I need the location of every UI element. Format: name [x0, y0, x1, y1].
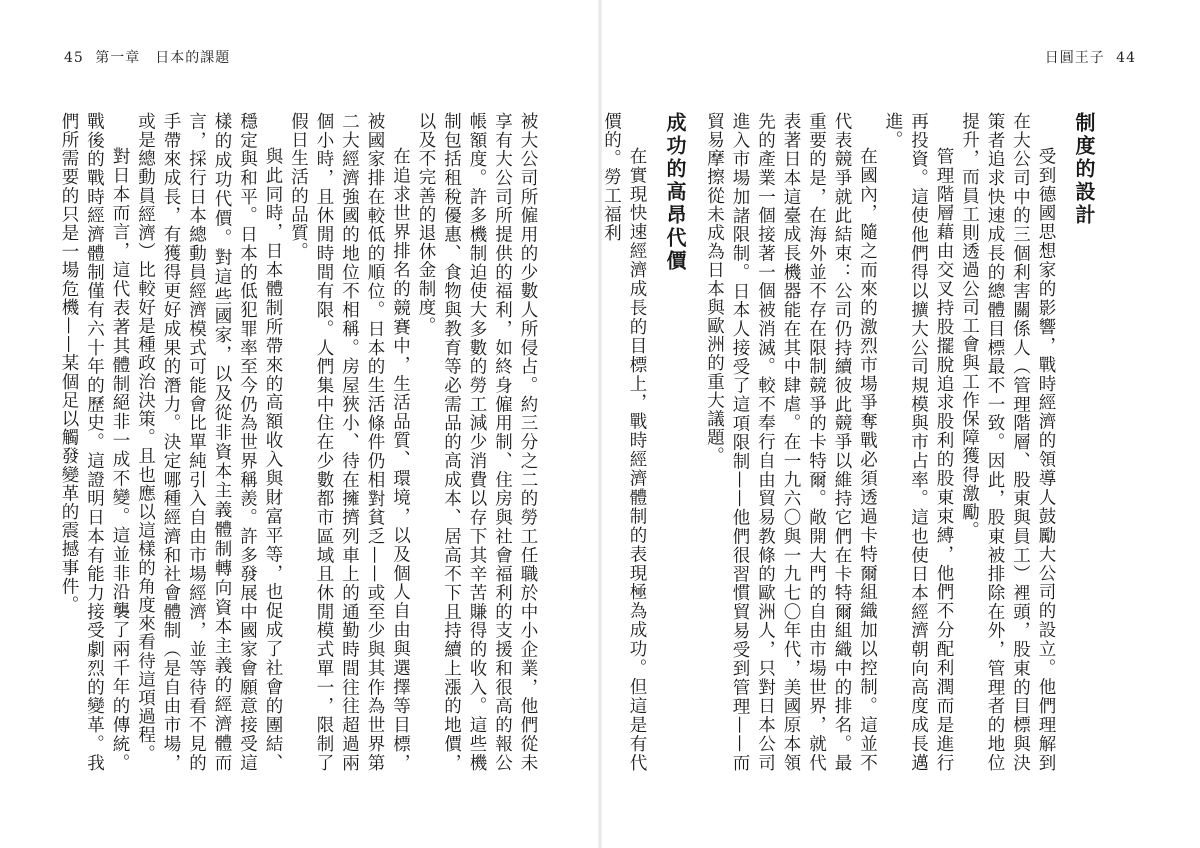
left-page	[0, 0, 598, 848]
left-page-body	[59, 112, 540, 772]
paragraph: 受到德國思想家的影響，戰時經濟的領導人鼓勵大公司的設立。他們理解到在大公司中的三個利害關係人（管理階層、股東與員工）裡頭，股東的目標與決策者追求快速成長的總體目標最不一致。因此，股東被排除在外，管理者的地位提升，而員工則透過公司工會與工作保障獲得激勵。	[959, 112, 1056, 772]
paragraph: 對日本而言，這代表著其體制絕非一成不變。這並非沿襲了兩千年的傳統。戰後的戰時經濟體制僅有六十年的歷史。這證明日本有能力接受劇烈的變革。我們所需要的只是一場危機——某個足以觸發變革的震撼事件。	[59, 112, 130, 772]
paragraph: 在追求世界排名的競賽中，生活品質、環境，以及個人自由與選擇等目標，被國家排在較低的順位。日本的生活條件仍相對貧乏——或至少與其作為世界第二大經濟強國的地位不相稱。房屋狹小、待在擁擠列車上的通勤時間往往超過兩個小時，且休閒時間有限。人們集中住在少數都市區域且休閒模式單一，限制了假日生活的品質。	[288, 112, 411, 772]
paragraph: 被大公司所僱用的少數人所侵占。約三分之二的勞工任職於中小企業，他們從未享有大公司所提供的福利，如終身僱用制、住房與社會福利的支援和很高的報公帳額度。許多機制迫使大多數的勞工減少消費以存下其辛苦賺得的收入。這些機制包括租稅優惠、食物與教育等必需品的高成本、居高不下且持續上漲的地價，以及不完善的退休金制度。	[416, 112, 538, 772]
left-page-header	[58, 47, 230, 67]
left-page-number: 45	[64, 50, 84, 66]
right-page-number: 44	[1116, 50, 1136, 66]
paragraph: 管理階層藉由交叉持股擺脫追求股利的股東束縛，他們不分配利潤而是進行再投資。這使他們得以擴大公司規模與市占率。這也使日本經濟朝向高度成長邁進。	[883, 112, 954, 772]
right-page-header	[1045, 47, 1142, 67]
paragraph: 與此同時，日本體制所帶來的高額收入與財富平等，也促成了社會的團結、穩定與和平。日本的低犯罪率至今仍為世界稱羨。許多發展中國家會願意接受這樣的成功代價。對這些國家，以及從非資本主義體制轉向資本主義的經濟體而言，採行日本總動員經濟模式可能會比單純引入自由市場經濟，並等待看不見的手帶來成長，有獲得更好成果的潛力。決定哪種經濟和社會體制（是自由市場，或是總動員經濟）比較好是種政治決策。且也應以這樣的角度來看待這項過程。	[135, 112, 283, 772]
chapter-title: 第一章 日本的課題	[95, 50, 231, 66]
paragraph: 在國內，隨之而來的激烈市場爭奪戰必須透過卡特爾組織加以控制。這並不代表競爭就此結束：公司仍持續彼此競爭以維持它們在卡特爾組織中的排名。最重要的是，在海外並不存在限制競爭的卡特爾。敞開大門的自由市場世界，就代表著日本這臺成長機器能在其中肆虐。在一九六〇與一九七〇年代，美國原本領先的產業一個接著一個被消滅。較不奉行自由貿易教條的歐洲人，只對日本公司進入市場加諸限制。日本人接受了這項限制——他們很習慣貿易受到管理——而貿易摩擦從未成為日本與歐洲的重大議題。	[704, 112, 878, 772]
book-title: 日圓王子	[1044, 50, 1105, 66]
paragraph: 在實現快速經濟成長的目標上，戰時經濟體制的表現極為成功。但這是有代價的。勞工福利	[601, 112, 647, 772]
section-heading: 成功的高昂代價	[663, 112, 687, 273]
right-page	[602, 0, 1200, 848]
section-heading: 制度的設計	[1072, 112, 1096, 227]
right-page-body	[601, 112, 1110, 772]
